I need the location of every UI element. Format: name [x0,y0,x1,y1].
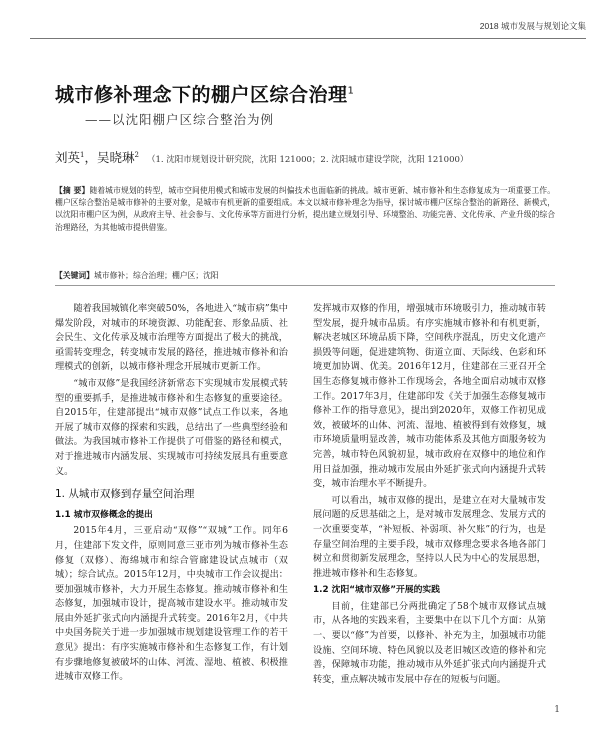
header-divider [30,38,586,39]
running-header: 2018 城市发展与规划论文集 [479,21,586,31]
keywords [55,270,555,281]
article-title-text: 城市修补理念下的棚户区综合治理 [55,84,348,106]
author-1-sup: 1 [80,150,85,159]
paragraph: 随着我国城镇化率突破50%，各地进入“城市病”集中爆发阶段，对城市的环境资源、功能配套、形象品质、社会民生、文化传承及城市治理等方面提出了极大的挑战，亟需转变理念，转变城市发展的路径，推进城市修补和治理模式的创新，以城市修补理念开展城市更新工作。 [55,303,288,373]
author-2: ，吴晓琳 [84,150,135,165]
abstract-label: 【摘 要】 [55,186,90,195]
paragraph: 目前，住建部已分两批确定了58个城市双修试点城市，从各地的实践来看，主要集中在以下几个方面：从第一、要以“修”为首要，以修补、补充为主，加强城市功能设施、空间环境、特色风貌以及老旧城区改造的修补和完善，保障城市功能，推动城市从外延扩张式向内涵提升式转变，重点解决城市发展中存在的短板与问题。 [313,600,546,685]
subsection-heading: 1.2 沈阳“城市双修”开展的实践 [313,585,440,596]
left-column [55,302,288,687]
title-footnote-mark: 1 [347,85,355,97]
abstract [55,185,555,234]
keywords-text: 城市修补；综合治理；棚户区；沈阳 [93,271,219,280]
author-2-sup: 2 [134,150,139,159]
affiliations: （1. 沈阳市规划设计研究院，沈阳 121000；2. 沈阳城市建设学院，沈阳 121000） [146,155,469,165]
author-1: 刘英 [55,150,81,165]
keywords-label: 【关键词】 [55,271,94,280]
page-number: 1 [554,705,560,715]
paragraph: 发挥城市双修的作用，增强城市环境吸引力，推动城市转型发展，提升城市品质。有序实施城市修补和有机更新，解决老城区环境品质下降，空间秩序混乱，历史文化遗产损毁等问题，促进建筑物、街道立面、天际线、色彩和环境更加协调、优美。2016年12月，住建部在三亚召开全国生态修复城市修补工作现场会，各地全面启动城市双修工作。2017年3月，住建部印发《关于加强生态修复城市修补工作的指导意见》，提出到2020年，双修工作初见成效，被破坏的山体、河流、湿地、植被得到有效修复，城市环境质量明显改善，城市功能体系及其他方面服务较为完善，城市特色风貌初显，城市政府在双修中的地位和作用日益加强，推动城市发展由外延扩张式向内涵提升式转变，城市治理水平不断提升。 [313,303,546,490]
abstract-divider [55,285,555,286]
right-column [313,302,546,689]
paragraph: “城市双修”是我国经济新常态下实现城市发展模式转型的重要抓手，是推进城市修补和生态修复的重要途径。自2015年，住建部提出“城市双修”试点工作以来，各地开展了城市双修的探索和实践，总结出了一些典型经验和做法。为我国城市修补工作提供了可借鉴的路径和模式，对于推进城市内涵发展、实现城市可持续发展具有重要意义。 [55,377,288,477]
author-line [55,148,468,166]
subsection-heading: 1.1 城市双修概念的提出 [55,509,153,520]
article-title [55,80,354,107]
paragraph: 可以看出，城市双修的提出，是建立在对大量城市发展问题的反思基础之上，是对城市发展理念、发展方式的一次重要变革，“补短板、补弱项、补欠账”的行为，也是存量空间治理的主要手段，城市双修理念要求各地各部门树立和贯彻新发展理念，坚持以人民为中心的发展思想，推进城市修补和生态修复。 [313,494,546,579]
paragraph: 2015年4月，三亚启动“双修”“双城”工作。同年6月，住建部下发文件，原则同意三亚市列为城市修补生态修复（双修）、海绵城市和综合管廊建设试点城市（双城）；综合试点。2015年12月，中央城市工作会议提出：要加强城市修补，大力开展生态修复。推动城市修补和生态修复，加强城市设计，提高城市建设水平。推动城市发展由外延扩张式向内涵提升式转变。2016年2月，《中共中央国务院关于进一步加强城市规划建设管理工作的若干意见》提出：有序实施城市修补和生态修复工作，有计划有步骤地修复被破坏的山体、河流、湿地、植被、积极推进城市双修工作。 [55,525,288,683]
section-heading: 1. 从城市双修到存量空间治理 [55,488,195,501]
abstract-text: 随着城市规划的转型，城市空间使用模式和城市发展的纠偏技术也面临新的挑战。城市更新、城市修补和生态修复成为一项重要工作。棚户区综合整治是城市修补的主要对象，是城市有机更新的重要组成。本文以城市修补理念为指导，探讨城市棚户区综合整治的新路径、新模式，以沈阳市棚户区为例，从政府主导、社会参与、文化传承等方面进行分析，提出建立规划引导、环境整治、功能完善、文化传承、产业升级的综合治理路径，为其他城市提供借鉴。 [55,186,555,232]
article-subtitle: ——以沈阳棚户区综合整治为例 [85,112,275,127]
